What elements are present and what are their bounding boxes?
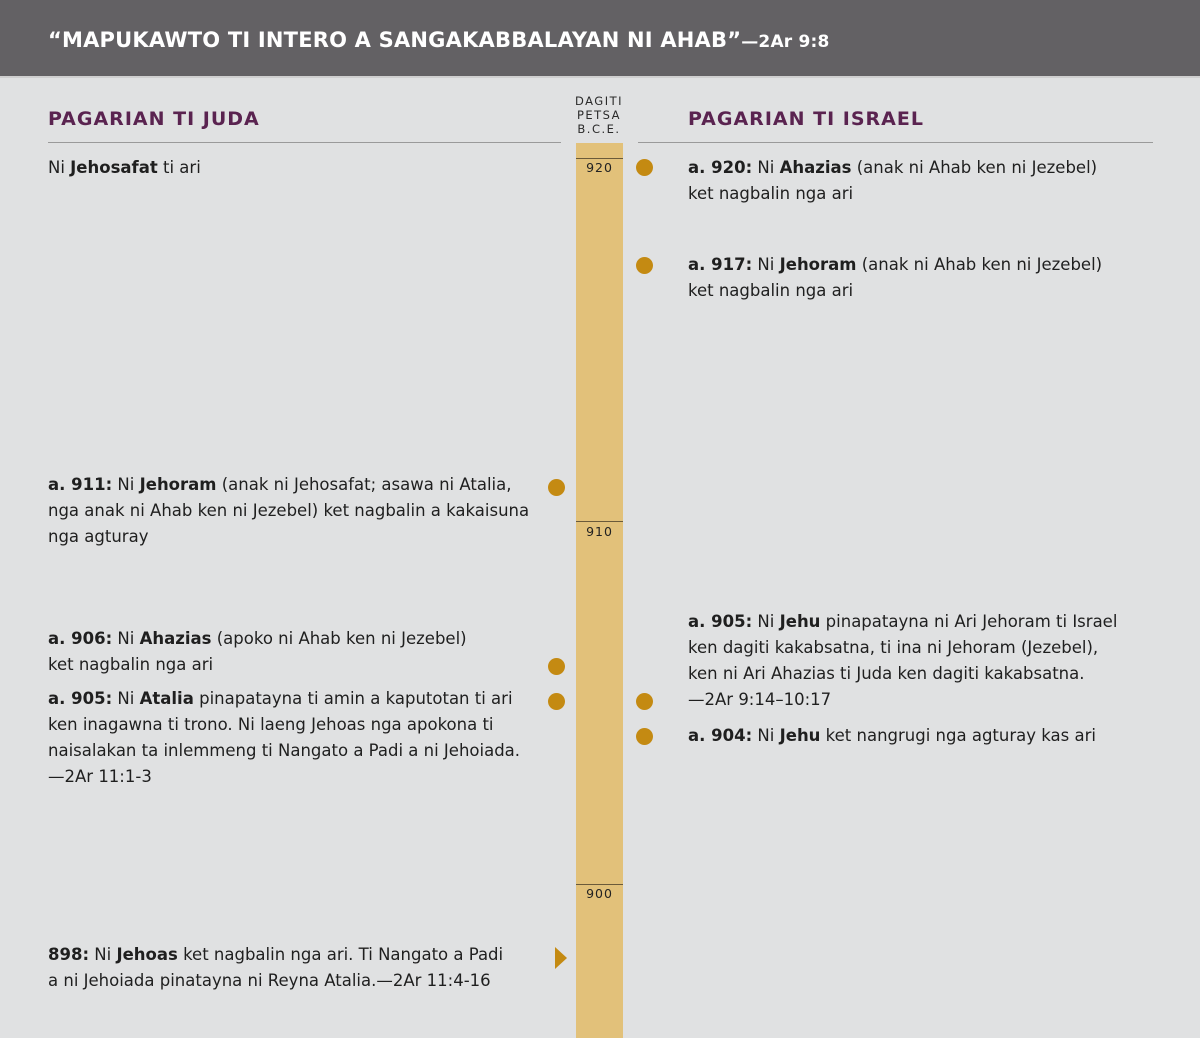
event-text: Ni — [752, 158, 780, 177]
event-text: Ni — [752, 255, 780, 274]
event-line — [48, 686, 520, 712]
event-text: ket nagbalin nga ari. Ti Nangato a Padi — [177, 945, 504, 964]
king-name: Jehoas — [116, 945, 178, 964]
event-line: naisalakan ta inlemmeng ti Nangato a Padi a ni Jehoiada. — [48, 741, 521, 760]
israel-marker-904 — [636, 728, 653, 745]
event-line — [688, 609, 1117, 635]
event-line: ket nagbalin nga ari — [688, 281, 854, 300]
timeline-tick-900 — [576, 884, 623, 885]
timeline-year-900: 900 — [586, 886, 613, 901]
right-divider — [638, 142, 1153, 143]
timeline-year-910: 910 — [586, 524, 613, 539]
judah-event-898 — [48, 942, 503, 994]
left-divider — [48, 142, 561, 143]
event-date: a. 904: — [688, 726, 753, 745]
event-text: Ni — [112, 689, 140, 708]
israel-event-917 — [688, 252, 1102, 304]
king-name: Ahazias — [779, 158, 852, 177]
timeline-bar — [576, 143, 623, 1038]
event-line: nga agturay — [48, 527, 149, 546]
event-line — [48, 472, 529, 498]
judah-event-905 — [48, 686, 520, 790]
event-date: 898: — [48, 945, 90, 964]
judah-event-911 — [48, 472, 529, 550]
event-text: (apoko ni Ahab ken ni Jezebel) — [211, 629, 467, 648]
event-date: a. 905: — [48, 689, 113, 708]
page-title — [48, 28, 830, 52]
event-line: ken inagawna ti trono. Ni laeng Jehoas nga apokona ti — [48, 715, 494, 734]
event-text: (anak ni Ahab ken ni Jezebel) — [851, 158, 1098, 177]
event-line — [48, 942, 503, 968]
event-text: pinapatayna ni Ari Jehoram ti Israel — [820, 612, 1118, 631]
event-text: Ni — [752, 612, 780, 631]
judah-arrow-898 — [555, 947, 567, 969]
king-name: Jehu — [779, 726, 821, 745]
event-text: Ni — [48, 158, 71, 177]
event-line: ket nagbalin nga ari — [688, 184, 854, 203]
timeline-tick-920 — [576, 158, 623, 159]
event-date: a. 911: — [48, 475, 113, 494]
event-line — [48, 626, 467, 652]
israel-event-905 — [688, 609, 1117, 713]
judah-marker-905 — [548, 693, 565, 710]
dates-label — [570, 94, 628, 136]
event-text: pinapatayna ti amin a kaputotan ti ari — [193, 689, 513, 708]
event-date: a. 917: — [688, 255, 753, 274]
king-name: Atalia — [139, 689, 194, 708]
event-text: Ni — [752, 726, 780, 745]
event-line: a ni Jehoiada pinatayna ni Reyna Atalia.—2Ar 11:4-16 — [48, 971, 491, 990]
king-name: Ahazias — [139, 629, 212, 648]
judah-event-jehosafat — [48, 155, 201, 181]
event-text: Ni — [112, 475, 140, 494]
dates-label-line-1: DAGITI — [574, 94, 624, 108]
timeline-tick-910 — [576, 521, 623, 522]
timeline-year-920: 920 — [586, 160, 613, 175]
event-text: ket nangrugi nga agturay kas ari — [820, 726, 1096, 745]
event-date: a. 920: — [688, 158, 753, 177]
israel-marker-917 — [636, 257, 653, 274]
event-line: ket nagbalin nga ari — [48, 655, 214, 674]
event-date: a. 905: — [688, 612, 753, 631]
judah-event-906 — [48, 626, 467, 678]
event-line — [688, 155, 1097, 181]
king-name: Jehu — [779, 612, 821, 631]
king-name: Jehosafat — [70, 158, 158, 177]
judah-marker-906 — [548, 658, 565, 675]
event-line: ken dagiti kakabsatna, ti ina ni Jehoram (Jezebel), — [688, 638, 1099, 657]
event-line — [688, 252, 1102, 278]
event-text: ti ari — [157, 158, 201, 177]
israel-marker-920 — [636, 159, 653, 176]
event-text: (anak ni Ahab ken ni Jezebel) — [856, 255, 1103, 274]
event-line: —2Ar 9:14–10:17 — [688, 690, 832, 709]
title-reference: —2Ar 9:8 — [741, 32, 830, 52]
title-text: “MAPUKAWTO TI INTERO A SANGAKABBALAYAN NI AHAB” — [48, 28, 742, 52]
event-text: Ni — [112, 629, 140, 648]
event-line — [688, 723, 1096, 749]
event-date: a. 906: — [48, 629, 113, 648]
israel-marker-905 — [636, 693, 653, 710]
event-line: —2Ar 11:1-3 — [48, 767, 152, 786]
event-text: Ni — [89, 945, 117, 964]
king-name: Jehoram — [139, 475, 217, 494]
dates-label-line-3: B.C.E. — [577, 122, 621, 136]
header-banner — [0, 0, 1200, 78]
event-line: nga anak ni Ahab ken ni Jezebel) ket nagbalin a kakaisuna — [48, 501, 530, 520]
dates-label-line-2: PETSA — [576, 108, 622, 122]
judah-heading: PAGARIAN TI JUDA — [48, 108, 260, 130]
event-text: (anak ni Jehosafat; asawa ni Atalia, — [216, 475, 512, 494]
israel-heading: PAGARIAN TI ISRAEL — [688, 108, 924, 130]
israel-event-904 — [688, 723, 1096, 749]
israel-event-920 — [688, 155, 1097, 207]
judah-marker-911 — [548, 479, 565, 496]
king-name: Jehoram — [779, 255, 857, 274]
event-line: ken ni Ari Ahazias ti Juda ken dagiti kakabsatna. — [688, 664, 1085, 683]
